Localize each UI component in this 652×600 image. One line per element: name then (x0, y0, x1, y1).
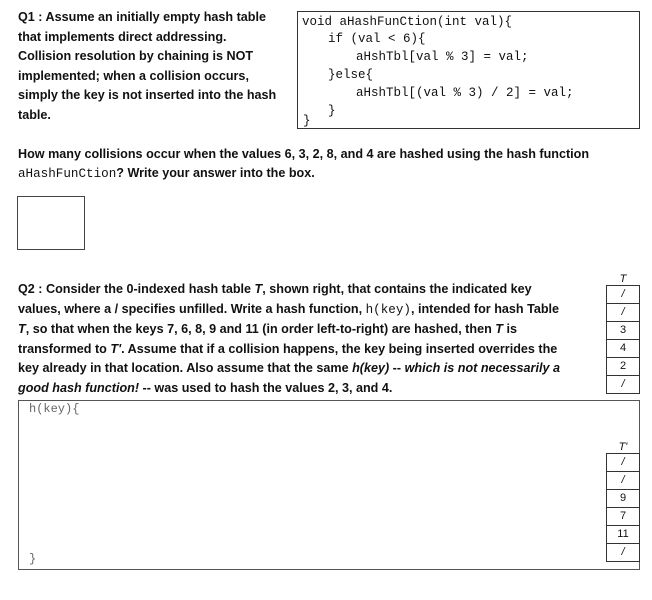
q2-text: values, where a / specifies unfilled. Write a hash function, (18, 301, 366, 316)
q1-question (18, 145, 638, 184)
code-line: aHshTbl[(val % 3) / 2] = val; (356, 86, 574, 100)
q2-line (18, 379, 593, 399)
q2-text: T (254, 282, 263, 296)
q2-line (18, 359, 593, 379)
q1-ask-line (18, 164, 638, 184)
q2-text: -- was used to hash the values 2, 3, and 4. (139, 380, 393, 395)
code-line: }else{ (328, 68, 374, 82)
q1-line: Q1 : Assume an initially empty hash table (18, 10, 266, 24)
q1-description (18, 8, 290, 125)
table-cell: 7 (606, 507, 640, 526)
table-cell: 4 (606, 339, 640, 358)
hash-function-close: } (29, 552, 37, 566)
q1-line: implemented; when a collision occurs, (18, 68, 249, 83)
code-line: aHshTbl[val % 3] = val; (356, 50, 529, 64)
table-cell: / (606, 285, 640, 304)
q2-text: transformed to (18, 341, 111, 356)
q2-text: , so that when the keys 7, 6, 8, 9 and 11 (in order left-to-right) are hashed, then (25, 322, 496, 337)
q2-text: good hash function! (18, 380, 140, 395)
table-cell: / (606, 543, 640, 562)
table-cell: / (606, 375, 640, 394)
q2-line (18, 340, 593, 360)
table-cell: 11 (606, 525, 640, 544)
hash-table-t (606, 272, 640, 394)
q2-line (18, 300, 593, 321)
q1-line: simply the key is not inserted into the hash (18, 88, 277, 102)
q1-code-box (297, 11, 640, 129)
table-cell: / (606, 453, 640, 472)
q2-line (18, 280, 593, 300)
q2-text: is (502, 322, 517, 337)
code-line: } (328, 104, 336, 118)
q2-text: T (18, 322, 26, 337)
q2-description (18, 280, 593, 399)
table-title: T (619, 273, 627, 285)
q2-text: T (495, 322, 503, 337)
q2-text: Q2 : Consider the 0-indexed hash table (18, 282, 255, 296)
q1-line: Collision resolution by chaining is NOT (18, 49, 254, 63)
q2-text: , shown right, that contains the indicated key (262, 282, 532, 296)
q2-line (18, 320, 593, 340)
q2-answer-box[interactable] (18, 400, 640, 570)
q1-ask-line: How many collisions occur when the values 6, 3, 2, 8, and 4 are hashed using the hash function (18, 147, 590, 161)
q2-text: h(key) (352, 361, 390, 376)
q2-text: T' (110, 341, 122, 356)
table-cell: 3 (606, 321, 640, 340)
table-cell: / (606, 303, 640, 322)
table-cell: / (606, 471, 640, 490)
q1-ask-rest: ? Write your answer into the box. (116, 166, 315, 180)
q2-text: . Assume that if a collision happens, the key being inserted overrides the (121, 341, 558, 356)
q1-line: that implements direct addressing. (18, 29, 227, 44)
function-name: aHashFunCtion (18, 167, 117, 181)
table-cell: 9 (606, 489, 640, 508)
q2-text: which is not necessarily a (404, 361, 560, 376)
q1-answer-box[interactable] (17, 196, 85, 250)
q2-text: key already in that location. Also assume that the same (18, 361, 353, 376)
table-cell: 2 (606, 357, 640, 376)
q2-text: -- (389, 361, 405, 376)
code-line: } (303, 114, 311, 128)
hash-table-t-prime (606, 440, 640, 562)
q1-line: table. (18, 107, 51, 122)
code-line: void aHashFunCtion(int val){ (302, 15, 513, 29)
q2-text: , intended for hash Table (410, 301, 560, 316)
code-line: if (val < 6){ (328, 32, 426, 46)
q2-code: h(key) (365, 302, 411, 317)
hash-function-open: h(key){ (29, 402, 80, 416)
table-title: T' (618, 441, 628, 453)
